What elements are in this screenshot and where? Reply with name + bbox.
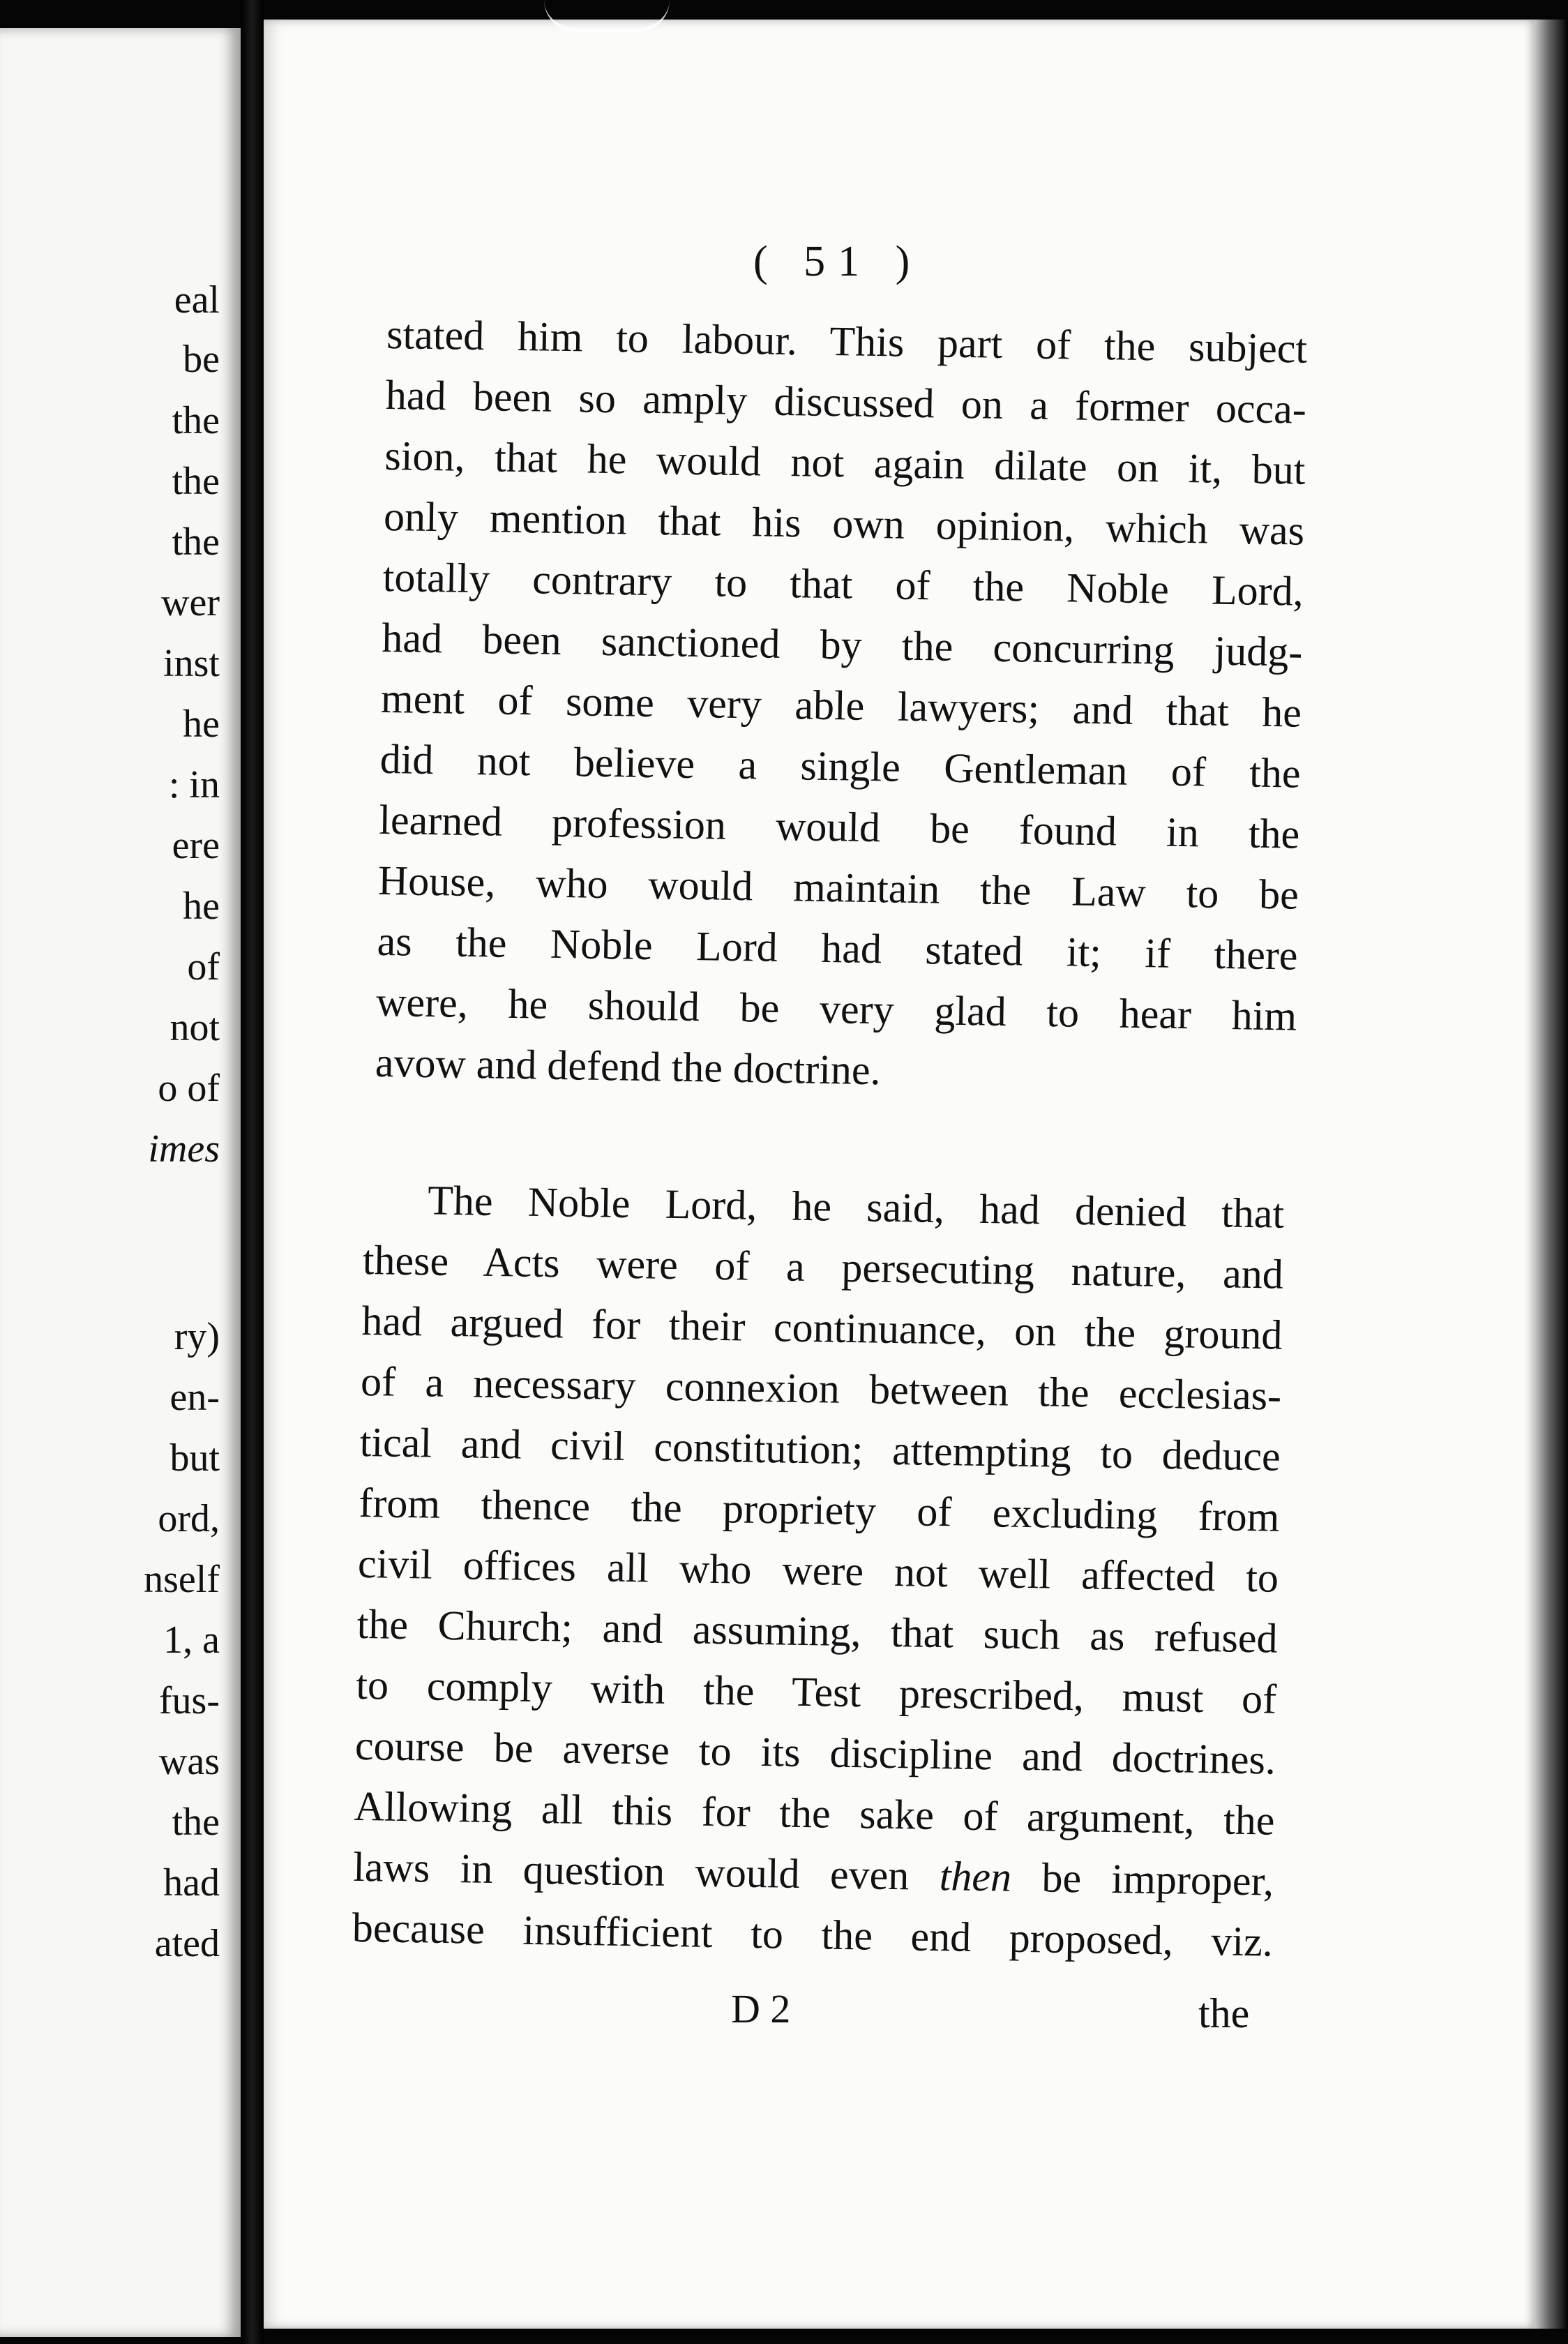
signature-mark: D 2: [731, 1986, 791, 2031]
text-line: House, who would maintain the Law to be: [377, 857, 1299, 918]
left-page-fragment: nself: [144, 1558, 220, 1601]
text-line: had been sanctioned by the concurring judg-: [381, 614, 1303, 675]
left-page-fragment: he: [183, 703, 220, 746]
text-line: tical and civil constitution; attempting to deduce: [359, 1418, 1281, 1480]
text-line: civil offices all who were not well affected to: [357, 1540, 1279, 1601]
left-page-fragment: ord,: [158, 1497, 220, 1540]
left-page-fragment: the: [172, 1801, 220, 1844]
text-line: Allowing all this for the sake of argument, the: [354, 1782, 1276, 1844]
left-page-fragment: 1, a: [163, 1618, 220, 1662]
text-run: laws in question would even: [352, 1843, 940, 1900]
left-page-fragment: inst: [163, 642, 220, 685]
left-page-fragment: : in: [168, 763, 220, 806]
left-page-fragment: of: [187, 945, 220, 989]
text-line: course be averse to its discipline and doctrines.: [354, 1722, 1276, 1783]
page-edge: [1535, 20, 1568, 2329]
left-page-fragment: imes: [148, 1127, 220, 1171]
text-line: as the Noble Lord had stated it; if there: [377, 917, 1299, 979]
left-page-fragment: be: [183, 338, 220, 381]
left-page-fragment: had: [163, 1861, 220, 1904]
book-gutter: [241, 0, 264, 2344]
text-line: stated him to labour. This part of the subject: [386, 310, 1308, 372]
text-line: had been so amply discussed on a former occa-: [385, 371, 1307, 433]
text-line: only mention that his own opinion, which was: [383, 493, 1305, 554]
paragraph-1: [375, 304, 1308, 1108]
left-page-fragment: eal: [174, 278, 220, 322]
text-line: totally contrary to that of the Noble Lord,: [382, 553, 1304, 615]
left-page-fragment: wer: [161, 581, 220, 624]
text-line: to comply with the Test prescribed, must of: [355, 1661, 1277, 1722]
left-page-fragment: ere: [172, 824, 220, 867]
text-line: avow and defend the doctrine.: [375, 1039, 882, 1094]
text-line: sion, that he would not again dilate on it, but: [384, 432, 1306, 493]
text-line: these Acts were of a persecuting nature, and: [362, 1236, 1284, 1298]
left-page-fragment: the: [172, 399, 220, 442]
text-run: be improper,: [1011, 1854, 1274, 1904]
left-page-fragment: o of: [158, 1067, 220, 1110]
text-line: because insufficient to the end proposed, viz.: [352, 1904, 1274, 1965]
page-number: ( 51 ): [753, 238, 923, 285]
catchword: the: [1198, 1990, 1250, 2036]
text-line: learned profession would be found in the: [378, 796, 1300, 857]
left-page-fragment: was: [158, 1740, 220, 1783]
text-line: had argued for their continuance, on the ground: [361, 1297, 1283, 1358]
paragraph-2: [352, 1169, 1285, 1973]
binding-thread: [544, 0, 670, 32]
left-page-fragment: ated: [154, 1922, 220, 1965]
text-line: were, he should be very glad to hear him: [375, 978, 1297, 1039]
text-line: from thence the propriety of excluding from: [358, 1479, 1280, 1540]
italic-word: then: [939, 1853, 1012, 1900]
text-line: the Church; and assuming, that such as refused: [356, 1600, 1279, 1662]
left-page: [0, 28, 241, 2337]
left-page-fragment: en-: [169, 1376, 220, 1419]
left-page-fragment: he: [183, 885, 220, 928]
left-page-fragment: ry): [174, 1315, 220, 1358]
text-line: ment of some very able lawyers; and that he: [380, 675, 1302, 736]
left-page-fragment: not: [169, 1006, 220, 1049]
left-page-fragment: fus-: [158, 1679, 220, 1722]
text-line: The Noble Lord, he said, had denied that: [427, 1177, 1285, 1237]
left-page-fragment: the: [172, 460, 220, 503]
text-line: of a necessary connexion between the ecclesias-: [360, 1358, 1282, 1419]
left-page-fragment: the: [172, 520, 220, 564]
left-page-fragment: but: [169, 1436, 220, 1480]
text-line: did not believe a single Gentleman of the: [379, 735, 1302, 797]
